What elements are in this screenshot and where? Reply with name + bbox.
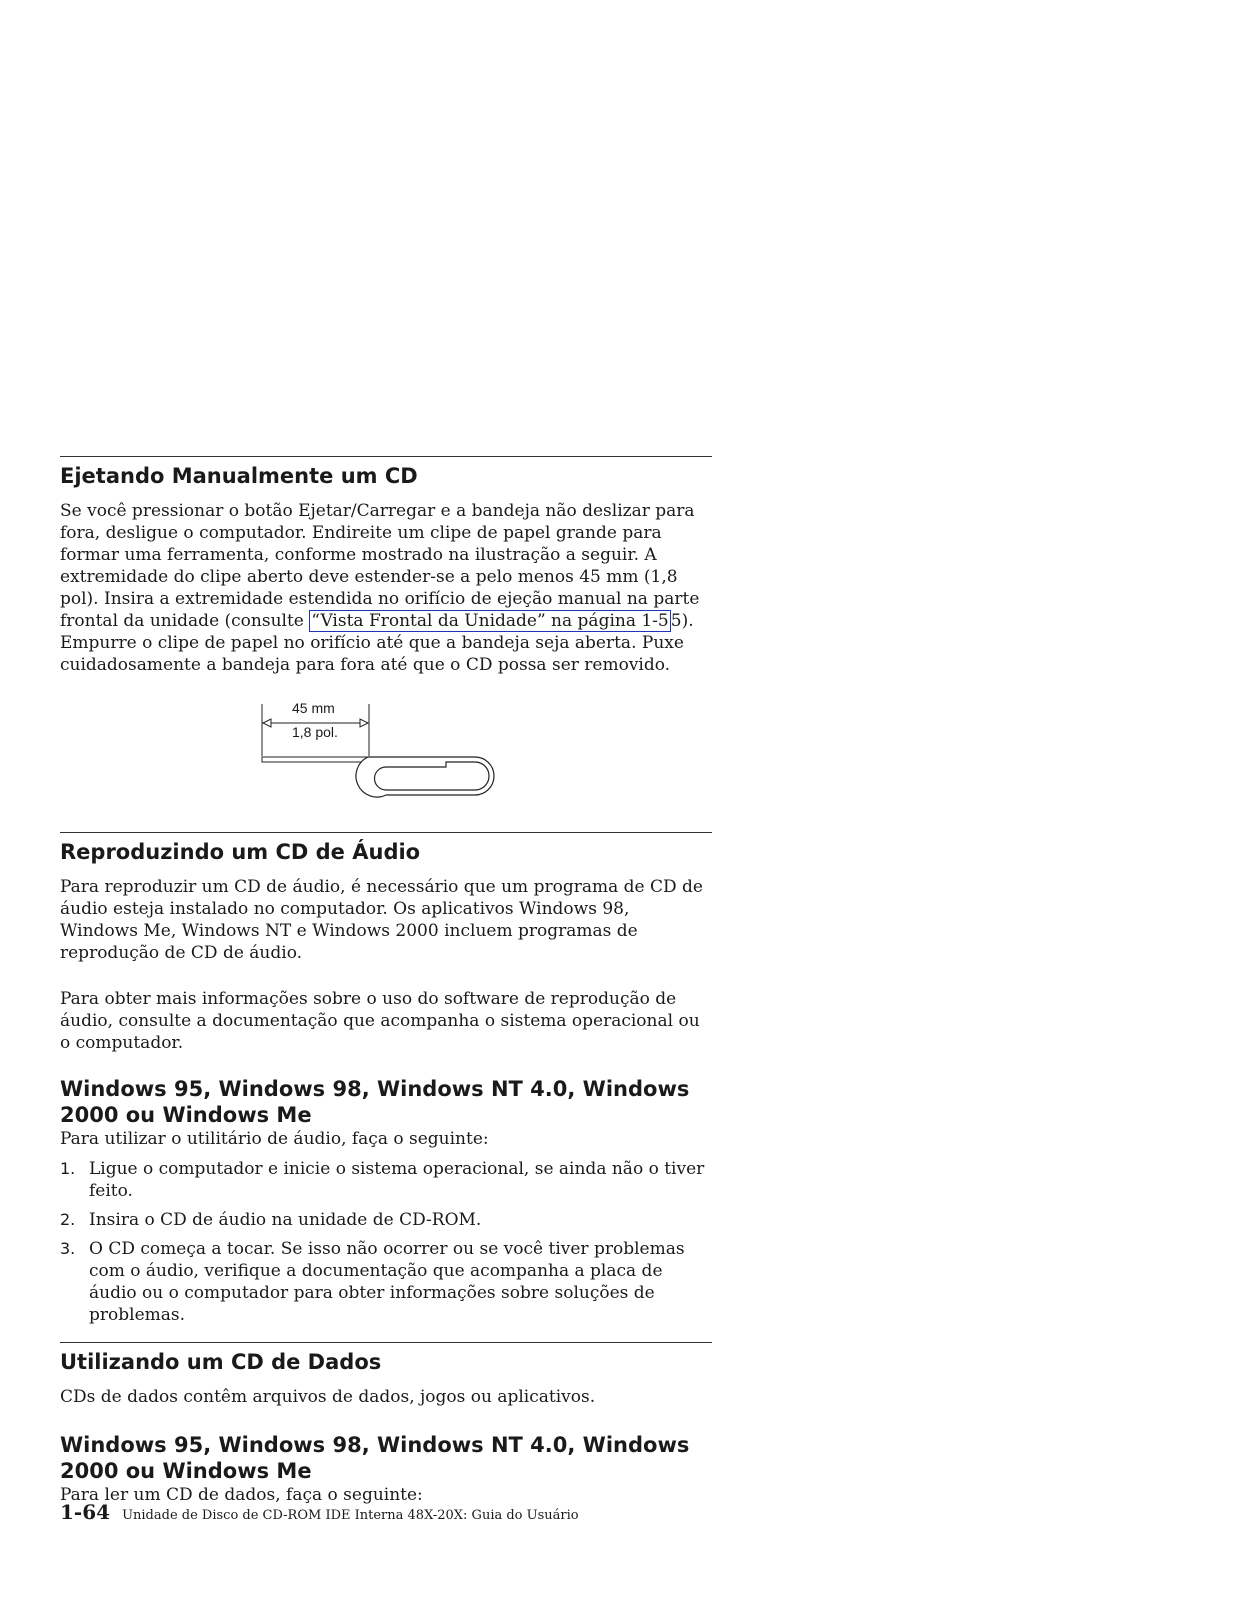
- audio-subsection-title: Windows 95, Windows 98, Windows NT 4.0, Windows 2000 ou Windows Me: [60, 1077, 690, 1127]
- page-content: [60, 456, 712, 1506]
- paperclip-figure: [60, 698, 712, 806]
- list-item: [60, 1238, 712, 1326]
- eject-text-after-link: 5). Empurre o clipe de papel no orifício até que a bandeja seja aberta. Puxe cuidadosamente a bandeja para fora até que o CD possa ser removido.: [60, 611, 694, 675]
- section-title-eject: Ejetando Manualmente um CD: [60, 464, 418, 488]
- section-title-data: Utilizando um CD de Dados: [60, 1350, 382, 1374]
- eject-text-before-link: Se você pressionar o botão Ejetar/Carregar e a bandeja não deslizar para fora, desligue o computador. Endireite um clipe de papel grande para formar uma ferramenta, conforme mostrado na ilustração a seguir. A extremidade do clipe aberto deve estender-se a pelo menos 45 mm (1,8 pol). Insira a extremidade estendida no orifício de ejeção manual na parte frontal da unidade (consulte: [60, 501, 700, 631]
- step-text: Insira o CD de áudio na unidade de CD-ROM.: [89, 1210, 482, 1230]
- data-intro: Para ler um CD de dados, faça o seguinte:: [60, 1485, 423, 1505]
- audio-intro: Para utilizar o utilitário de áudio, faça o seguinte:: [60, 1129, 489, 1149]
- dimension-label-mm: 45 mm: [292, 700, 335, 716]
- footer-title: Unidade de Disco de CD-ROM IDE Interna 48X-20X: Guia do Usuário: [122, 1508, 579, 1523]
- page-number: 1-64: [60, 1500, 111, 1524]
- step-text: O CD começa a tocar. Se isso não ocorrer ou se você tiver problemas com o áudio, verifique a documentação que acompanha a placa de áudio ou o computador para obter informações sobre soluções de problemas.: [89, 1239, 685, 1325]
- audio-steps-list: [60, 1158, 712, 1326]
- dimension-label-inches: 1,8 pol.: [292, 724, 338, 740]
- cross-reference-link[interactable]: “Vista Frontal da Unidade” na página 1-5: [311, 611, 669, 631]
- step-number: 1.: [60, 1159, 76, 1178]
- step-number: 2.: [60, 1210, 76, 1229]
- list-item: [60, 1158, 712, 1202]
- paperclip-illustration: [60, 698, 712, 806]
- list-item: [60, 1209, 712, 1231]
- section-rule: [60, 1342, 712, 1343]
- audio-paragraph-2: Para obter mais informações sobre o uso do software de reprodução de áudio, consulte a documentação que acompanha o sistema operacional ou o computador.: [60, 989, 700, 1053]
- section-rule: [60, 456, 712, 457]
- audio-paragraph-1: Para reproduzir um CD de áudio, é necessário que um programa de CD de áudio esteja instalado no computador. Os aplicativos Windows 98, Windows Me, Windows NT e Windows 2000 incluem programas de reprodução de CD de áudio.: [60, 877, 703, 963]
- step-text: Ligue o computador e inicie o sistema operacional, se ainda não o tiver feito.: [89, 1159, 705, 1201]
- step-number: 3.: [60, 1239, 76, 1258]
- data-subsection-title: Windows 95, Windows 98, Windows NT 4.0, Windows 2000 ou Windows Me: [60, 1433, 690, 1483]
- page-footer: [60, 1500, 579, 1524]
- data-paragraph: CDs de dados contêm arquivos de dados, jogos ou aplicativos.: [60, 1387, 596, 1407]
- section-title-audio: Reproduzindo um CD de Áudio: [60, 840, 421, 864]
- eject-paragraph: [60, 500, 712, 676]
- section-rule: [60, 832, 712, 833]
